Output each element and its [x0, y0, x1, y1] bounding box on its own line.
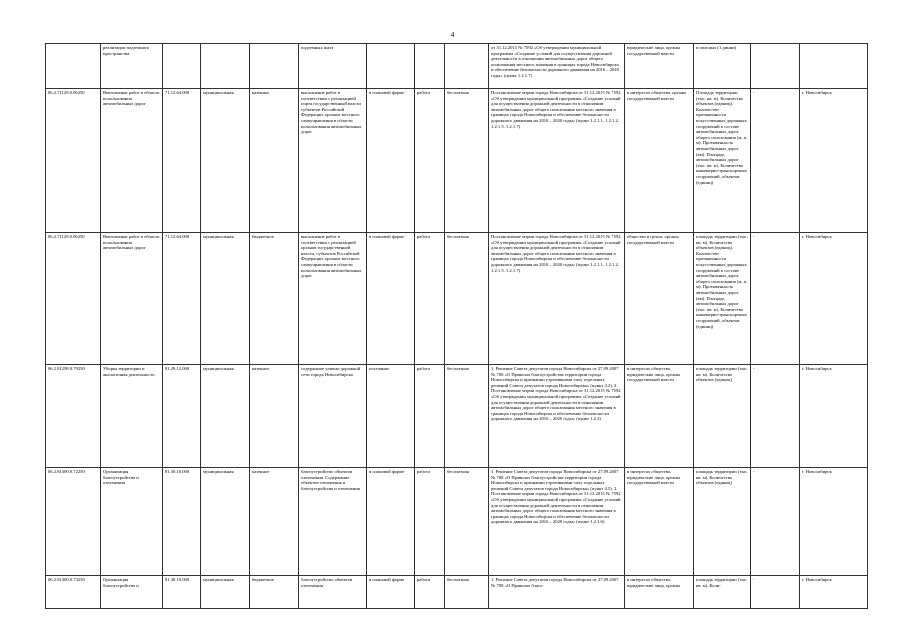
- cell-type: муниципальная: [201, 89, 250, 233]
- cell-kind: казенное: [250, 89, 299, 233]
- cell-kind: бюджетное: [250, 233, 299, 365]
- page-number: 4: [450, 31, 455, 39]
- cell-place: г. Новосибирск: [800, 468, 868, 576]
- cell-place: г. Новосибирск: [800, 233, 868, 365]
- cell-consumers: юридические лица, органы государственной власти: [625, 44, 694, 89]
- cell-pay: [445, 44, 489, 89]
- cell-type: муниципальная: [201, 576, 250, 609]
- cell-code: [46, 44, 101, 89]
- cell-content: содержание улично-дорожной сети города Новосибирска: [299, 365, 367, 468]
- cell-name: Выполнение работ в области использования автомобильных дорог: [101, 89, 163, 233]
- cell-type: муниципальная: [201, 233, 250, 365]
- cell-unit: [415, 44, 445, 89]
- cell-unit: работа: [415, 576, 445, 609]
- cell-extra: -: [751, 89, 800, 233]
- cell-code: 06.2.71129.0.06250: [46, 233, 101, 365]
- cell-name: Организация благоустройства и: [101, 576, 163, 609]
- cell-code: 06.2.81300.0.72250: [46, 468, 101, 576]
- cell-name: Организация благоустройства и озеленения: [101, 468, 163, 576]
- cell-unit: работа: [415, 233, 445, 365]
- cell-pay: бесплатная: [445, 365, 489, 468]
- cell-code: 06.2.81298.0.79250: [46, 365, 101, 468]
- table-row: [46, 89, 868, 233]
- cell-kind: казенное: [250, 468, 299, 576]
- cell-pay: бесплатная: [445, 576, 489, 609]
- cell-okved: 71.12.64.000: [163, 233, 201, 365]
- cell-consumers: общество в целом, органы государственной власти: [625, 233, 694, 365]
- cell-extra: [751, 44, 800, 89]
- cell-indicators: Площадь территории (тыс. кв. м). Количество объектов (единиц). Количество протяженности искусственных дорожных сооружений в составе автомобильных дорог общего пользования (м, п. м). Протяженность автомобильных дорог (км). Площадь автомобильных дорог (тыс. кв. м). Количество инженерно-транспортных сооружений, объектов (единиц): [694, 89, 751, 233]
- cell-indicators: площадь территории (тыс. кв. м). Количество объектов (единиц): [694, 468, 751, 576]
- cell-name: Уборка территории и аналогичная деятельность: [101, 365, 163, 468]
- table-row: [46, 576, 868, 609]
- cell-content: выполнение работ в соответствии с реализацией органов государственной власти, субъектов Российской Федерации, органов местного самоуправления в области использования автомобильных дорог: [299, 233, 367, 365]
- cell-content: выполнение работ в соответствии с реализацией порта государственный власти субъектов Российской Федерации, органов местного самоуправления в области использования автомобильных дорог: [299, 89, 367, 233]
- cell-form: в плановой форме: [367, 233, 415, 365]
- table-row: [46, 233, 868, 365]
- cell-form: [367, 44, 415, 89]
- cell-indicators: площадь территории (тыс. кв. м). Коли-: [694, 576, 751, 609]
- cell-place: г. Новосибирск: [800, 576, 868, 609]
- cell-indicators: и опасных (1 динии): [694, 44, 751, 89]
- cell-code: 06.2.81300.0.73250: [46, 576, 101, 609]
- cell-type: [201, 44, 250, 89]
- cell-extra: -: [751, 468, 800, 576]
- cell-unit: работа: [415, 468, 445, 576]
- cell-place: [800, 44, 868, 89]
- cell-pay: бесплатная: [445, 468, 489, 576]
- cell-basis: Постановление мэрии города Новосибирска от 31.12.2015 № 7592 «Об утверждении муниципальной программы «Создание условий для осуществления дорожной деятельности в отношении автомобильных дорог общего пользования местного значения в границах города Новосибирска и обеспечение безопасности дорожного движения на 2016 – 2020 годы» (пункт 1.2.1.1, 1.2.1.2, 1.2.1.5, 1.2.1.7): [489, 233, 625, 365]
- cell-unit: работа: [415, 365, 445, 468]
- cell-place: г. Новосибирск: [800, 89, 868, 233]
- cell-indicators: площадь территории (тыс. кв. м). Количество объектов (единиц): [694, 365, 751, 468]
- cell-unit: работа: [415, 89, 445, 233]
- cell-form: постоянно: [367, 365, 415, 468]
- cell-consumers: в интересах общества, юридические лица, органы: [625, 576, 694, 609]
- cell-pay: бесплатная: [445, 233, 489, 365]
- cell-code: 06.2.71129.0.06250: [46, 89, 101, 233]
- cell-extra: -: [751, 233, 800, 365]
- cell-name: реализации подземного пространства: [101, 44, 163, 89]
- cell-name: Выполнение работ в области использования автомобильных дорог: [101, 233, 163, 365]
- cell-okved: [163, 44, 201, 89]
- table-row: [46, 44, 868, 89]
- cell-type: муниципальная: [201, 468, 250, 576]
- cell-indicators: площадь территории (тыс. кв. м). Количество объектов (единиц). Количество протяженности искусственных дорожных сооружений в составе автомобильных дорог общего пользования (м, п. м). Протяженность автомобильных дорог (км). Площадь автомобильных дорог (тыс. кв. м). Количество инженерно-транспортных сооружений, объектов (единиц): [694, 233, 751, 365]
- cell-basis: 1. Решение Совета депутатов города Новосибирска от 27.09.2007 № 708 «О Правилах благоустройства территории города Новосибирска и признании утратившими силу отдельных решений Совета депутатов города Новосибирска» (пункт 4.5). 2. Постановление мэрии города Новосибирска от 31.12.2015 № 7592 «Об утверждении муниципальной программы «Создание условий для осуществления дорожной деятельности в отношении автомобильных дорог общего пользования местного значения в границах города Новосибирска и обеспечение безопасности дорожного движения на 2016 – 2020 годы» (пункт 1.2.1.6): [489, 468, 625, 576]
- cell-form: в плановой форме: [367, 89, 415, 233]
- cell-okved: 81.30.10.000: [163, 576, 201, 609]
- cell-extra: -: [751, 365, 800, 468]
- cell-consumers: в интересах общества, юридические лица, органы государственной власти: [625, 365, 694, 468]
- cell-content: благоустройство объектов озеленения. Содержание объектов озеленения и благоустройства и озеленения: [299, 468, 367, 576]
- cell-kind: бюджетное: [250, 576, 299, 609]
- table-row: [46, 468, 868, 576]
- cell-form: в плановой форме: [367, 576, 415, 609]
- table-row: [46, 365, 868, 468]
- cell-okved: 81.30.10.000: [163, 468, 201, 576]
- cell-consumers: в интересах общества, органы государственной власти: [625, 89, 694, 233]
- cell-basis: от 31.12.2015 № 7592 «Об утверждении муниципальной программы «Создание условий для осуществления дорожной деятельности в отношении автомобильных дорог общего пользования местного значения в границах города Новосибирска и обеспечение безопасности дорожного движения на 2016 – 2020 годы» (пункт 1.2.1.7): [489, 44, 625, 89]
- cell-consumers: в интересах общества, юридические лица, органы государственной власти: [625, 468, 694, 576]
- cell-basis: 1. Решение Совета депутатов города Новосибирска от 27.09.2007 № 708 «О Правилах благоустройства территории города Новосибирска и признании утратившими силу отдельных решений Совета депутатов города Новосибирска» (пункт 4.2). 2. Постановление мэрии города Новосибирска от 31.12.2015 № 7592 «Об утверждении муниципальной программы «Создание условий для осуществления дорожной деятельности в отношении автомобильных дорог общего пользования местного значения в границах города Новосибирска и обеспечение безопасности дорожного движения на 2016 – 2020 годы» (пункт 1.2.3): [489, 365, 625, 468]
- cell-basis: 1. Решение Совета депутатов города Новосибирска от 27.09.2007 № 708 «О Правилах благо-: [489, 576, 625, 609]
- cell-pay: бесплатная: [445, 89, 489, 233]
- cell-type: муниципальная: [201, 365, 250, 468]
- services-table: [45, 43, 868, 609]
- cell-kind: [250, 44, 299, 89]
- cell-content: подземных шахт: [299, 44, 367, 89]
- cell-kind: казенное: [250, 365, 299, 468]
- cell-okved: 81.29.12.000: [163, 365, 201, 468]
- cell-okved: 71.12.64.000: [163, 89, 201, 233]
- cell-place: г. Новосибирск: [800, 365, 868, 468]
- cell-form: в плановой форме: [367, 468, 415, 576]
- cell-content: благоустройство объектов озеленения: [299, 576, 367, 609]
- cell-basis: Постановление мэрии города Новосибирска от 31.12.2015 № 7592 «Об утверждении муниципальной программы «Создание условий для осуществления дорожной деятельности в отношении автомобильных дорог общего пользования местного значения в границах города Новосибирска и обеспечение безопасности дорожного движения на 2016 – 2020 годы» (пункт 1.2.1.1, 1.2.1.2, 1.2.1.5, 1.2.1.7): [489, 89, 625, 233]
- cell-extra: -: [751, 576, 800, 609]
